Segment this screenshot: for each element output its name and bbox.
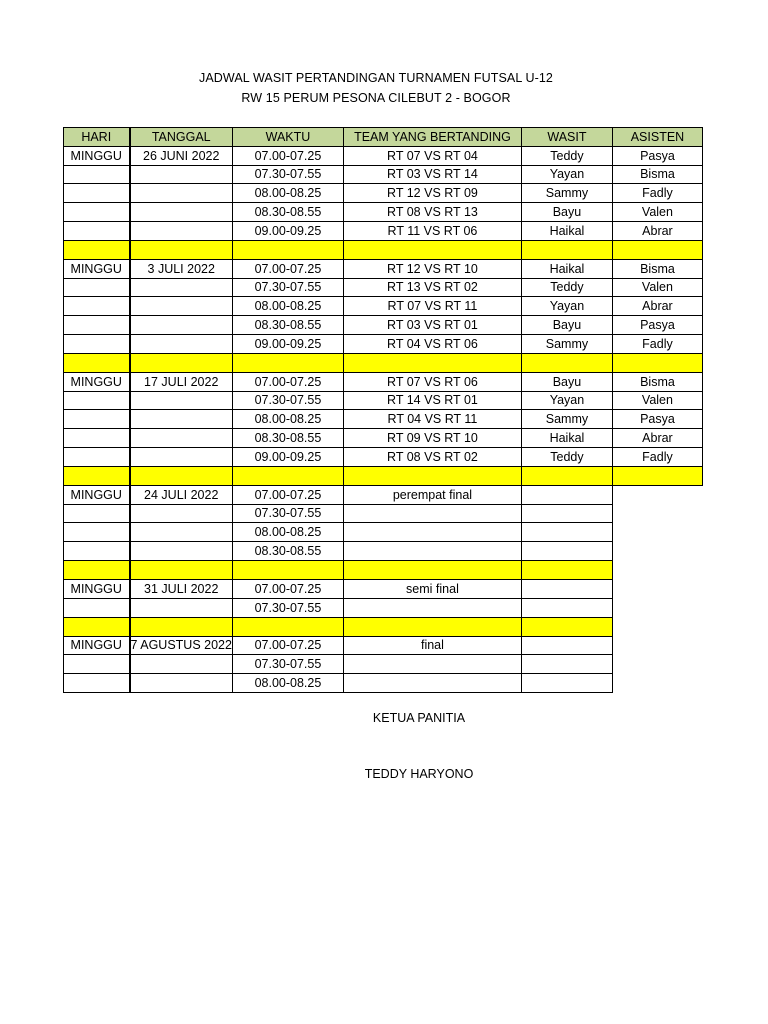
cell-tanggal bbox=[130, 542, 233, 561]
cell-team: RT 04 VS RT 11 bbox=[343, 410, 521, 429]
cell-asisten: Fadly bbox=[612, 334, 702, 353]
cell-tanggal bbox=[130, 165, 233, 184]
document-title: JADWAL WASIT PERTANDINGAN TURNAMEN FUTSAL U-12 bbox=[199, 71, 553, 85]
cell-hari: MINGGU bbox=[64, 372, 130, 391]
cell-wasit: Bayu bbox=[521, 203, 612, 222]
cell-asisten: Valen bbox=[612, 391, 702, 410]
separator-cell bbox=[612, 466, 702, 485]
separator-cell bbox=[343, 617, 521, 636]
cell-waktu: 07.00-07.25 bbox=[232, 372, 343, 391]
separator-cell bbox=[343, 240, 521, 259]
separator-cell bbox=[521, 466, 612, 485]
separator-cell bbox=[64, 466, 130, 485]
cell-team: RT 14 VS RT 01 bbox=[343, 391, 521, 410]
table-row bbox=[64, 297, 703, 316]
separator-cell bbox=[232, 466, 343, 485]
cell-waktu: 08.00-08.25 bbox=[232, 184, 343, 203]
cell-waktu: 08.00-08.25 bbox=[232, 297, 343, 316]
cell-asisten: Pasya bbox=[612, 410, 702, 429]
table-row bbox=[64, 523, 703, 542]
cell-asisten: Bisma bbox=[612, 259, 702, 278]
schedule-table bbox=[63, 127, 703, 693]
cell-wasit bbox=[521, 504, 612, 523]
cell-waktu: 08.30-08.55 bbox=[232, 429, 343, 448]
cell-wasit bbox=[521, 523, 612, 542]
table-row bbox=[64, 674, 703, 693]
cell-wasit bbox=[521, 655, 612, 674]
cell-team: RT 08 VS RT 02 bbox=[343, 447, 521, 466]
cell-wasit: Sammy bbox=[521, 334, 612, 353]
cell-tanggal bbox=[130, 523, 233, 542]
cell-team: RT 07 VS RT 11 bbox=[343, 297, 521, 316]
table-row bbox=[64, 278, 703, 297]
cell-wasit bbox=[521, 542, 612, 561]
cell-waktu: 07.30-07.55 bbox=[232, 391, 343, 410]
cell-team: RT 07 VS RT 06 bbox=[343, 372, 521, 391]
cell-asisten bbox=[612, 504, 702, 523]
separator-cell bbox=[64, 240, 130, 259]
table-header-row bbox=[64, 128, 703, 147]
cell-waktu: 08.30-08.55 bbox=[232, 316, 343, 335]
cell-tanggal bbox=[130, 447, 233, 466]
table-row bbox=[64, 372, 703, 391]
header-wasit: WASIT bbox=[521, 128, 612, 147]
cell-tanggal bbox=[130, 598, 233, 617]
cell-tanggal bbox=[130, 203, 233, 222]
cell-asisten: Valen bbox=[612, 203, 702, 222]
cell-hari bbox=[64, 316, 130, 335]
cell-team bbox=[343, 598, 521, 617]
cell-tanggal bbox=[130, 391, 233, 410]
cell-wasit: Sammy bbox=[521, 410, 612, 429]
cell-wasit: Bayu bbox=[521, 316, 612, 335]
cell-tanggal bbox=[130, 429, 233, 448]
cell-wasit bbox=[521, 485, 612, 504]
table-row bbox=[64, 316, 703, 335]
table-row bbox=[64, 429, 703, 448]
cell-asisten: Pasya bbox=[612, 146, 702, 165]
separator-row bbox=[64, 240, 703, 259]
table-row bbox=[64, 146, 703, 165]
cell-team bbox=[343, 542, 521, 561]
cell-tanggal: 7 AGUSTUS 2022 bbox=[130, 636, 233, 655]
cell-team: RT 03 VS RT 14 bbox=[343, 165, 521, 184]
cell-waktu: 07.30-07.55 bbox=[232, 655, 343, 674]
cell-tanggal bbox=[130, 278, 233, 297]
separator-cell bbox=[232, 617, 343, 636]
separator-cell bbox=[64, 617, 130, 636]
cell-team: RT 12 VS RT 10 bbox=[343, 259, 521, 278]
cell-wasit: Teddy bbox=[521, 447, 612, 466]
cell-wasit: Teddy bbox=[521, 146, 612, 165]
cell-team: RT 04 VS RT 06 bbox=[343, 334, 521, 353]
cell-waktu: 09.00-09.25 bbox=[232, 447, 343, 466]
separator-cell bbox=[521, 617, 612, 636]
separator-row bbox=[64, 560, 703, 579]
separator-row bbox=[64, 617, 703, 636]
cell-tanggal bbox=[130, 297, 233, 316]
cell-hari bbox=[64, 278, 130, 297]
separator-cell bbox=[130, 353, 233, 372]
separator-cell bbox=[232, 240, 343, 259]
cell-hari bbox=[64, 410, 130, 429]
table-row bbox=[64, 447, 703, 466]
cell-waktu: 08.00-08.25 bbox=[232, 674, 343, 693]
cell-team bbox=[343, 655, 521, 674]
footer-name: TEDDY HARYONO bbox=[364, 767, 474, 781]
cell-hari bbox=[64, 542, 130, 561]
table-row bbox=[64, 504, 703, 523]
cell-tanggal: 3 JULI 2022 bbox=[130, 259, 233, 278]
table-row bbox=[64, 391, 703, 410]
cell-team: RT 13 VS RT 02 bbox=[343, 278, 521, 297]
table-row bbox=[64, 184, 703, 203]
cell-hari bbox=[64, 203, 130, 222]
footer-role: KETUA PANITIA bbox=[372, 711, 466, 725]
table-row bbox=[64, 542, 703, 561]
separator-cell bbox=[130, 466, 233, 485]
header-team: TEAM YANG BERTANDING bbox=[343, 128, 521, 147]
separator-cell bbox=[232, 353, 343, 372]
cell-waktu: 08.30-08.55 bbox=[232, 542, 343, 561]
cell-asisten bbox=[612, 674, 702, 693]
cell-waktu: 07.00-07.25 bbox=[232, 636, 343, 655]
separator-cell bbox=[232, 560, 343, 579]
cell-wasit: Teddy bbox=[521, 278, 612, 297]
separator-cell bbox=[64, 560, 130, 579]
cell-team: RT 11 VS RT 06 bbox=[343, 221, 521, 240]
cell-tanggal bbox=[130, 410, 233, 429]
cell-waktu: 07.00-07.25 bbox=[232, 579, 343, 598]
cell-asisten bbox=[612, 542, 702, 561]
cell-tanggal: 17 JULI 2022 bbox=[130, 372, 233, 391]
table-row bbox=[64, 410, 703, 429]
table-row bbox=[64, 165, 703, 184]
cell-team: RT 12 VS RT 09 bbox=[343, 184, 521, 203]
table-row bbox=[64, 259, 703, 278]
header-waktu: WAKTU bbox=[232, 128, 343, 147]
cell-waktu: 08.00-08.25 bbox=[232, 410, 343, 429]
cell-waktu: 07.00-07.25 bbox=[232, 485, 343, 504]
separator-row bbox=[64, 466, 703, 485]
cell-waktu: 07.30-07.55 bbox=[232, 278, 343, 297]
table-row bbox=[64, 655, 703, 674]
cell-asisten bbox=[612, 655, 702, 674]
cell-hari bbox=[64, 221, 130, 240]
cell-team: semi final bbox=[343, 579, 521, 598]
header-tanggal: TANGGAL bbox=[130, 128, 233, 147]
table-row bbox=[64, 221, 703, 240]
cell-wasit bbox=[521, 598, 612, 617]
separator-cell bbox=[521, 560, 612, 579]
header-hari: HARI bbox=[64, 128, 130, 147]
separator-cell bbox=[343, 353, 521, 372]
cell-asisten: Fadly bbox=[612, 184, 702, 203]
separator-row bbox=[64, 353, 703, 372]
cell-hari bbox=[64, 504, 130, 523]
table-row bbox=[64, 485, 703, 504]
cell-asisten: Abrar bbox=[612, 297, 702, 316]
cell-asisten bbox=[612, 485, 702, 504]
cell-asisten: Abrar bbox=[612, 429, 702, 448]
cell-asisten bbox=[612, 636, 702, 655]
separator-cell bbox=[612, 560, 702, 579]
separator-cell bbox=[521, 353, 612, 372]
table-row bbox=[64, 334, 703, 353]
cell-wasit: Sammy bbox=[521, 184, 612, 203]
separator-cell bbox=[343, 466, 521, 485]
cell-asisten: Abrar bbox=[612, 221, 702, 240]
separator-cell bbox=[612, 617, 702, 636]
cell-team: RT 08 VS RT 13 bbox=[343, 203, 521, 222]
cell-wasit: Yayan bbox=[521, 297, 612, 316]
table-row bbox=[64, 598, 703, 617]
cell-hari: MINGGU bbox=[64, 636, 130, 655]
separator-cell bbox=[130, 560, 233, 579]
cell-hari: MINGGU bbox=[64, 259, 130, 278]
cell-waktu: 09.00-09.25 bbox=[232, 221, 343, 240]
cell-hari bbox=[64, 655, 130, 674]
document-subtitle: RW 15 PERUM PESONA CILEBUT 2 - BOGOR bbox=[241, 91, 511, 105]
cell-waktu: 07.00-07.25 bbox=[232, 259, 343, 278]
cell-tanggal: 31 JULI 2022 bbox=[130, 579, 233, 598]
cell-team: RT 03 VS RT 01 bbox=[343, 316, 521, 335]
cell-hari: MINGGU bbox=[64, 485, 130, 504]
separator-cell bbox=[343, 560, 521, 579]
cell-team: perempat final bbox=[343, 485, 521, 504]
cell-hari bbox=[64, 391, 130, 410]
cell-hari bbox=[64, 674, 130, 693]
cell-tanggal: 24 JULI 2022 bbox=[130, 485, 233, 504]
cell-wasit bbox=[521, 579, 612, 598]
cell-tanggal bbox=[130, 504, 233, 523]
cell-wasit: Bayu bbox=[521, 372, 612, 391]
cell-tanggal bbox=[130, 674, 233, 693]
cell-team bbox=[343, 674, 521, 693]
cell-hari: MINGGU bbox=[64, 146, 130, 165]
cell-wasit: Yayan bbox=[521, 165, 612, 184]
cell-asisten bbox=[612, 523, 702, 542]
cell-tanggal bbox=[130, 655, 233, 674]
header-asisten: ASISTEN bbox=[612, 128, 702, 147]
cell-hari bbox=[64, 447, 130, 466]
cell-wasit bbox=[521, 674, 612, 693]
cell-team: final bbox=[343, 636, 521, 655]
cell-wasit: Yayan bbox=[521, 391, 612, 410]
cell-wasit: Haikal bbox=[521, 221, 612, 240]
cell-waktu: 07.30-07.55 bbox=[232, 598, 343, 617]
separator-cell bbox=[612, 240, 702, 259]
cell-team bbox=[343, 504, 521, 523]
cell-hari bbox=[64, 429, 130, 448]
table-row bbox=[64, 579, 703, 598]
table-row bbox=[64, 203, 703, 222]
cell-wasit: Haikal bbox=[521, 259, 612, 278]
cell-hari bbox=[64, 523, 130, 542]
separator-cell bbox=[130, 240, 233, 259]
cell-waktu: 08.00-08.25 bbox=[232, 523, 343, 542]
cell-waktu: 09.00-09.25 bbox=[232, 334, 343, 353]
cell-waktu: 07.30-07.55 bbox=[232, 504, 343, 523]
cell-tanggal bbox=[130, 221, 233, 240]
cell-hari bbox=[64, 297, 130, 316]
cell-wasit: Haikal bbox=[521, 429, 612, 448]
cell-asisten: Bisma bbox=[612, 165, 702, 184]
separator-cell bbox=[612, 353, 702, 372]
cell-hari bbox=[64, 184, 130, 203]
separator-cell bbox=[130, 617, 233, 636]
cell-team bbox=[343, 523, 521, 542]
cell-tanggal bbox=[130, 334, 233, 353]
cell-hari bbox=[64, 334, 130, 353]
cell-tanggal bbox=[130, 184, 233, 203]
cell-asisten bbox=[612, 579, 702, 598]
cell-team: RT 07 VS RT 04 bbox=[343, 146, 521, 165]
cell-asisten bbox=[612, 598, 702, 617]
cell-asisten: Fadly bbox=[612, 447, 702, 466]
separator-cell bbox=[521, 240, 612, 259]
cell-waktu: 07.30-07.55 bbox=[232, 165, 343, 184]
cell-hari bbox=[64, 598, 130, 617]
cell-waktu: 07.00-07.25 bbox=[232, 146, 343, 165]
schedule-body bbox=[64, 128, 703, 693]
cell-hari bbox=[64, 165, 130, 184]
cell-tanggal bbox=[130, 316, 233, 335]
cell-asisten: Valen bbox=[612, 278, 702, 297]
cell-team: RT 09 VS RT 10 bbox=[343, 429, 521, 448]
table-row bbox=[64, 636, 703, 655]
cell-hari: MINGGU bbox=[64, 579, 130, 598]
cell-asisten: Bisma bbox=[612, 372, 702, 391]
cell-waktu: 08.30-08.55 bbox=[232, 203, 343, 222]
cell-asisten: Pasya bbox=[612, 316, 702, 335]
cell-wasit bbox=[521, 636, 612, 655]
separator-cell bbox=[64, 353, 130, 372]
cell-tanggal: 26 JUNI 2022 bbox=[130, 146, 233, 165]
